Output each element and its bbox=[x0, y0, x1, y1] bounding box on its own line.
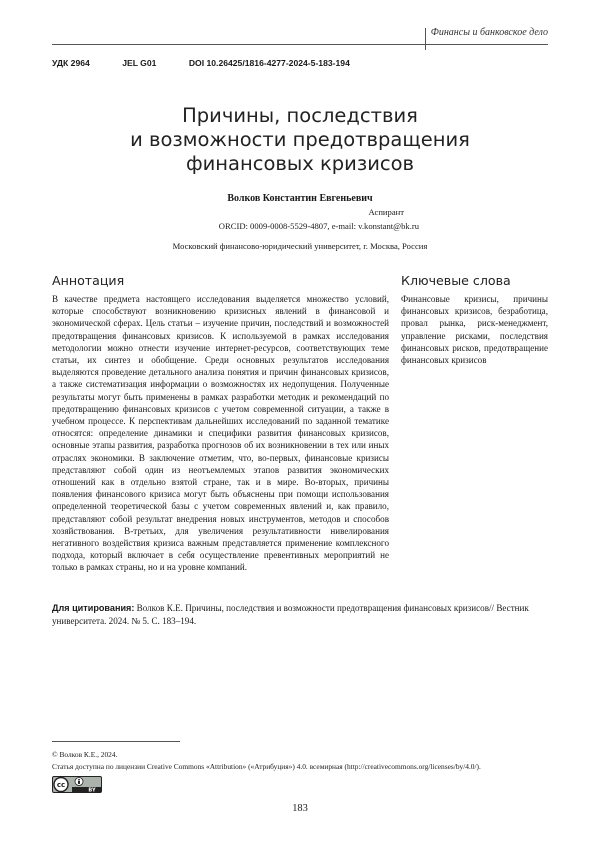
jel-code: JEL G01 bbox=[122, 58, 157, 68]
abstract-heading: Аннотация bbox=[52, 273, 125, 288]
citation-block bbox=[52, 602, 548, 628]
article-identifiers bbox=[52, 58, 380, 68]
journal-section-label: Финансы и банковское дело bbox=[430, 27, 548, 38]
keywords-text: Финансовые кризисы, причины финансовых кризисов, безработица, провал рынка, риск-менеджмент, управление рисками, последствия финансовых рисков, предотвращение финансовых кризисов bbox=[401, 294, 548, 366]
doi-link[interactable]: DOI 10.26425/1816-4277-2024-5-183-194 bbox=[188, 58, 350, 68]
article-title bbox=[52, 104, 548, 176]
title-line: и возможности предотвращения bbox=[130, 128, 470, 151]
page-number: 183 bbox=[292, 803, 308, 814]
title-line: финансовых кризисов bbox=[185, 152, 415, 175]
udc-code: УДК 2964 bbox=[52, 58, 90, 68]
header-divider bbox=[52, 44, 548, 45]
license-notice[interactable]: Статья доступна по лицензии Creative Commons «Attribution» («Атрибуция») 4.0. всемирная (http://creativecommons.org/licenses/by/4.0/). bbox=[52, 762, 481, 771]
citation-label: Для цитирования: bbox=[52, 603, 135, 613]
footnote-divider bbox=[52, 741, 180, 742]
author-affiliation: Московский финансово-юридический университет, г. Москва, Россия bbox=[172, 241, 428, 251]
citation-text: Волков К.Е. Причины, последствия и возможности предотвращения финансовых кризисов// Вестник университета. 2024. № 5. С. 183–194. bbox=[52, 603, 529, 626]
abstract-text: В качестве предмета настоящего исследования выделяется множество условий, которые способствуют возникновению кризисных явлений в финансовой и экономической сферах. Цель статьи – изучение причин, последствий и возможностей предотвращения финансовых кризисов. К используемой в рамках исследования методологии можно отнести изучение интернет-ресурсов, соответствующих теме статьи, их синтез и обобщение. Среди основных результатов исследования выделяются проведение детального анализа понятия и причин финансовых кризисов, а также систематизация информации о возможностях их недопущения. Полученные результаты могут быть применены в рамках разработки методик и рекомендаций по предотвращению финансовых кризисов с учетом современной ситуации, а также в учебном процессе. К перспективам дальнейших исследований по заданной тематике относятся: определение динамики и специфики развития финансовых кризисов, основные этапы развития, разработка прогнозов об их возникновении в тех или иных отраслях экономики. В заключение отметим, что, во-первых, финансовые кризисы представляют собой один из неотъемлемых этапов развития экономических отношений как в отдельно взятой стране, так и в мире. Во-вторых, причины появления финансового кризиса могут быть объяснены при помощи использования определенной теоретической базы с учетом современных явлений и, как правило, представляют собой результат внедрения новых инструментов, методов и способов хозяйствования. В-третьих, для увеличения результативности нивелирования негативного воздействия кризиса важным представляется применение комплексного подхода, который включает в себя осуществление превентивных мероприятий не только в рамках страны, но и на уровне компаний. bbox=[52, 294, 389, 573]
copyright-notice: © Волков К.Е., 2024. bbox=[52, 750, 118, 759]
author-name: Волков Константин Евгеньевич bbox=[227, 193, 373, 204]
title-line: Причины, последствия bbox=[182, 104, 418, 127]
author-position: Аспирант bbox=[368, 207, 404, 217]
cc-badge-text: cc bbox=[56, 781, 66, 789]
keywords-heading: Ключевые слова bbox=[401, 273, 511, 288]
author-contacts[interactable]: ORCID: 0009-0008-5529-4807, e-mail: v.konstant@bk.ru bbox=[218, 221, 419, 231]
cc-by-license-icon[interactable] bbox=[52, 776, 102, 793]
cc-badge-by: BY bbox=[88, 787, 96, 793]
